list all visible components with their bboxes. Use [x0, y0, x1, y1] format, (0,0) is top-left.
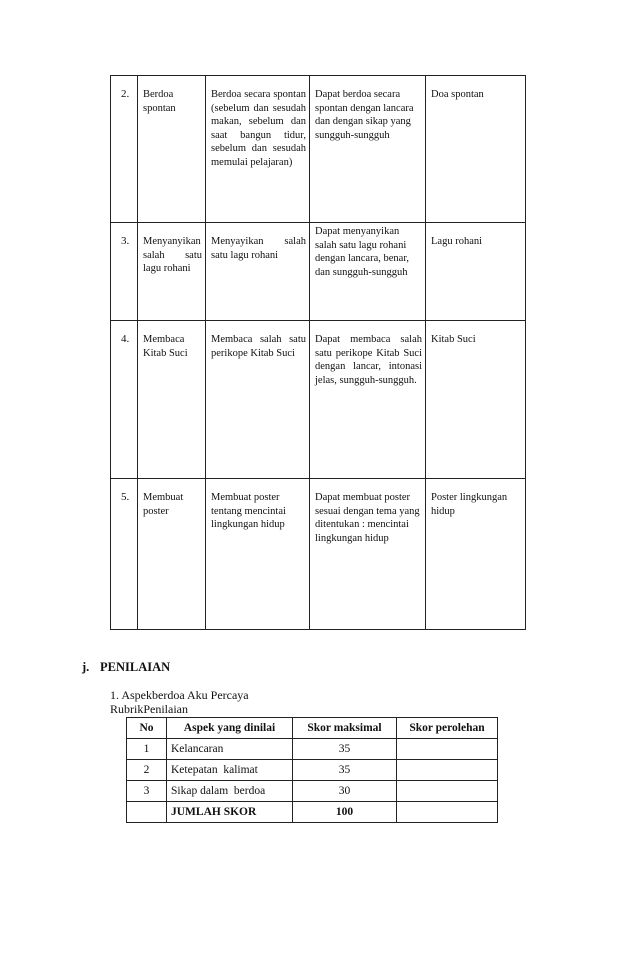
total-label: JUMLAH SKOR	[167, 802, 293, 823]
row-number: 2.	[121, 88, 130, 100]
rubric-skor-perolehan	[397, 760, 498, 781]
header-aspek: Aspek yang dinilai	[167, 718, 293, 739]
rubric-table	[126, 717, 498, 823]
row-number: 3.	[121, 235, 130, 247]
row-number: 5.	[121, 491, 130, 503]
activity-description: Membuat poster tentang mencintai lingkungan hidup	[211, 492, 286, 530]
section-heading	[82, 660, 170, 675]
row-number: 4.	[121, 333, 130, 345]
rubric-header-row	[127, 718, 498, 739]
activity-indicator: Dapat menyanyikan salah satu lagu rohani dengan lancara, benar, dan sungguh-sungguh	[315, 226, 410, 278]
activity-indicator: Dapat berdoa secara spontan dengan lancara dan dengan sikap yang sungguh-sungguh	[315, 89, 414, 141]
rubric-skor-perolehan	[397, 739, 498, 760]
rubric-total-empty	[127, 802, 167, 823]
total-value: 100	[293, 802, 397, 823]
rubric-aspek: Kelancaran	[167, 739, 293, 760]
activity-name: Berdoa spontan	[143, 89, 176, 114]
header-skor-perolehan: Skor perolehan	[397, 718, 498, 739]
rubric-total-row	[127, 802, 498, 823]
table-row	[111, 479, 526, 630]
header-no: No	[127, 718, 167, 739]
activity-indicator: Dapat membuat poster sesuai dengan tema yang ditentukan : mencintai lingkungan hidup	[315, 492, 420, 544]
subheading: 1. Aspekberdoa Aku Percaya	[110, 688, 249, 702]
rubric-skor-maks: 35	[293, 739, 397, 760]
rubric-skor-maks: 35	[293, 760, 397, 781]
table-row	[127, 739, 498, 760]
rubric-aspek: Ketepatan kalimat	[167, 760, 293, 781]
rubric-no: 2	[127, 760, 167, 781]
activity-result: Kitab Suci	[431, 334, 476, 345]
activity-description: Berdoa secara spontan (sebelum dan sesudah makan, sebelum dan saat bangun tidur, sebelum dan sesudah memulai pelajaran)	[211, 89, 306, 168]
activity-result: Doa spontan	[431, 89, 484, 100]
rubric-aspek: Sikap dalam berdoa	[167, 781, 293, 802]
activity-description: Membaca salah satu perikope Kitab Suci	[211, 334, 306, 359]
table-row	[127, 781, 498, 802]
rubric-caption: RubrikPenilaian	[110, 702, 188, 716]
activity-result: Poster lingkungan hidup	[431, 492, 508, 517]
activity-name: Menyanyikan salah satu lagu rohani	[143, 236, 202, 274]
activity-result: Lagu rohani	[431, 236, 483, 247]
rubric-no: 1	[127, 739, 167, 760]
activity-name: Membuat poster	[143, 492, 184, 517]
total-perolehan	[397, 802, 498, 823]
activity-indicator: Dapat membaca salah satu perikope Kitab Suci dengan lancar, intonasi jelas, sungguh-sungguh.	[315, 334, 422, 386]
table-row	[111, 76, 526, 223]
section-letter: j.	[82, 660, 90, 674]
table-row	[111, 321, 526, 479]
table-row	[127, 760, 498, 781]
activity-name: Membaca Kitab Suci	[143, 334, 188, 359]
rubric-skor-perolehan	[397, 781, 498, 802]
header-skor-maksimal: Skor maksimal	[293, 718, 397, 739]
table-row	[111, 223, 526, 321]
activity-table	[110, 75, 526, 630]
section-title: PENILAIAN	[100, 660, 171, 674]
rubric-no: 3	[127, 781, 167, 802]
activity-description: Menyayikan salah satu lagu rohani	[211, 236, 306, 261]
rubric-skor-maks: 30	[293, 781, 397, 802]
